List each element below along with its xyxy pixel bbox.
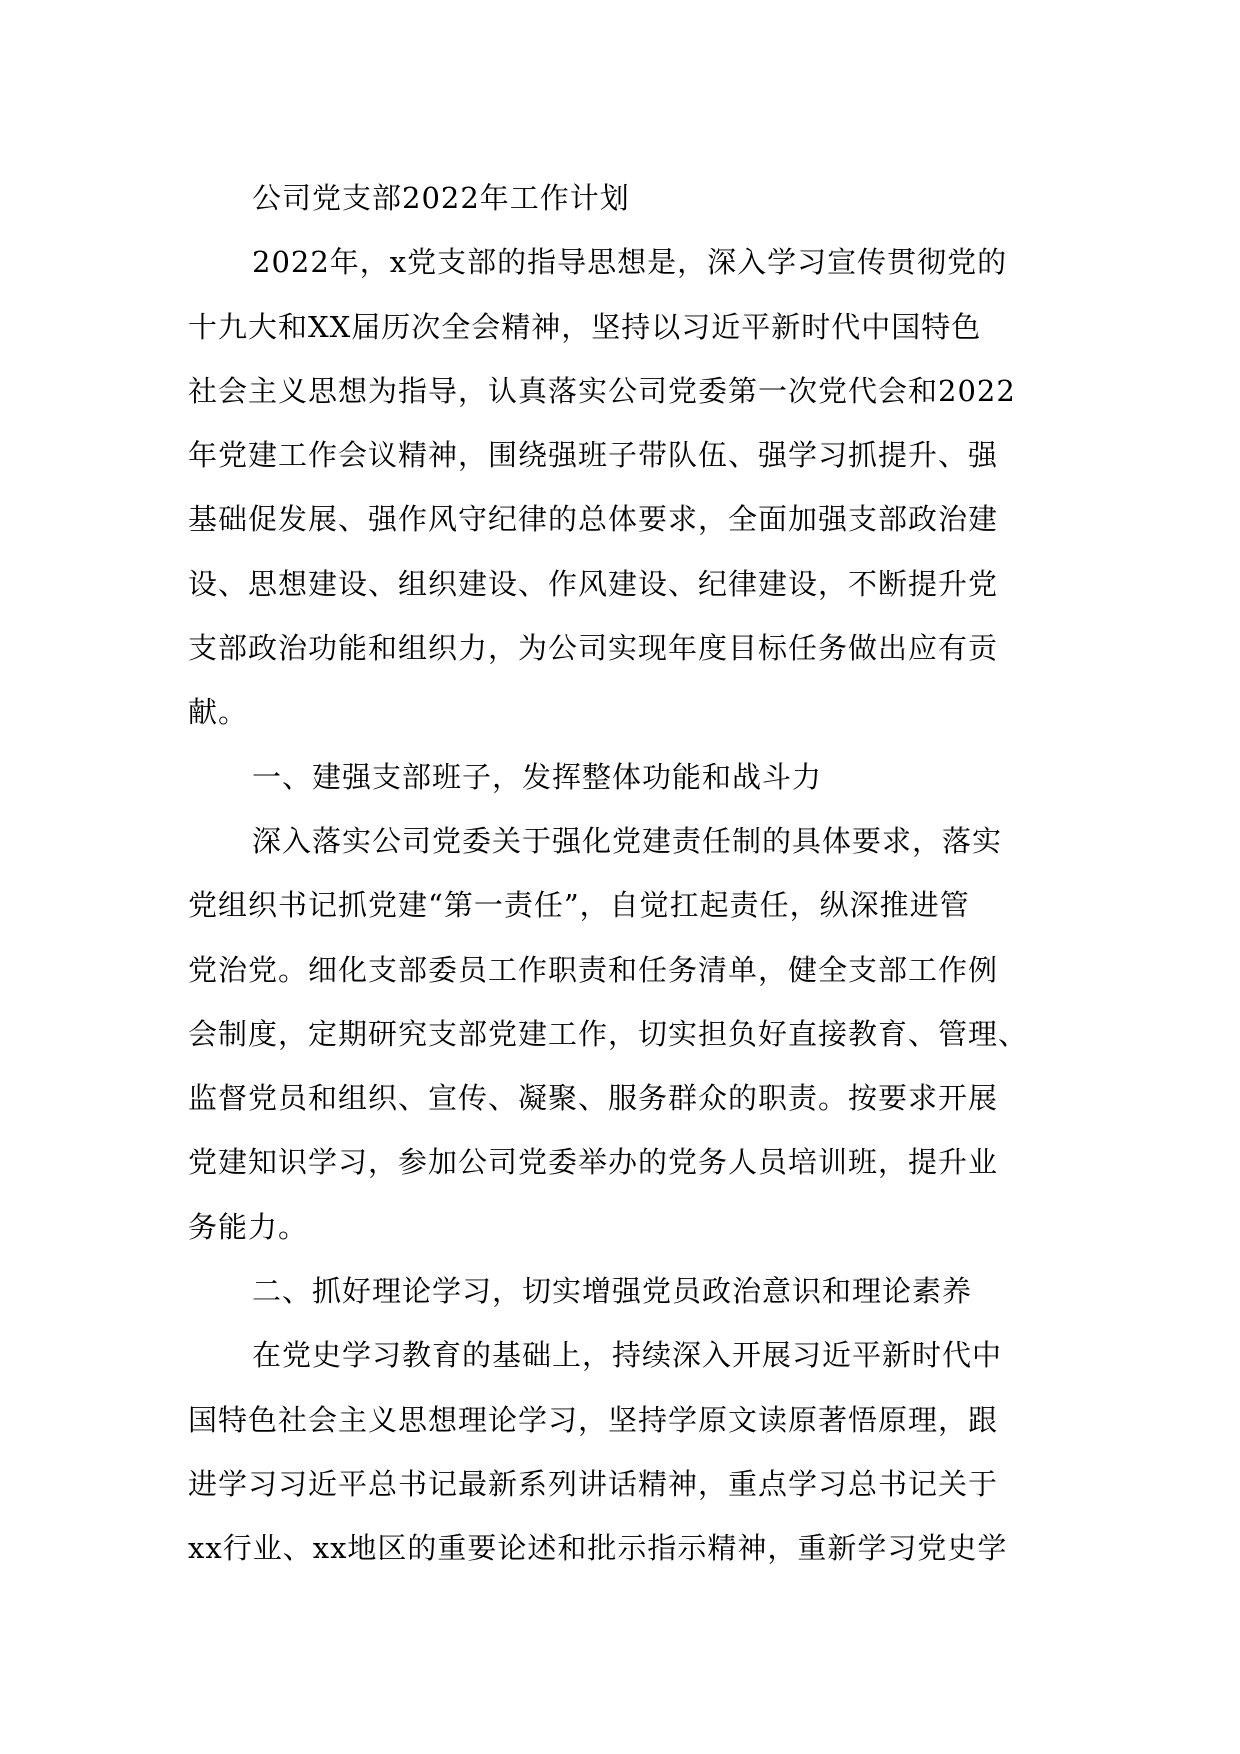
text-line: 基础促发展、强作风守纪律的总体要求，全面加强支部政治建 (188, 502, 999, 537)
text-line: 党治党。细化支部委员工作职责和任务清单，健全支部工作例 (188, 952, 999, 987)
text-line: 务能力。 (188, 1209, 309, 1244)
text-line: 在党史学习教育的基础上，持续深入开展习近平新时代中 (252, 1338, 1003, 1373)
text-line: 年党建工作会议精神，围绕强班子带队伍、强学习抓提升、强 (188, 438, 999, 473)
text-line: 支部政治功能和组织力，为公司实现年度目标任务做出应有贡 (188, 631, 999, 666)
text-line: 会制度，定期研究支部党建工作，切实担负好直接教育、管理、 (188, 1016, 1029, 1051)
section-heading-1: 一、建强支部班子，发挥整体功能和战斗力 (252, 759, 823, 794)
text-line: 2022年，x党支部的指导思想是，深入学习宣传贯彻党的 (252, 245, 1008, 280)
text-line: 国特色社会主义思想理论学习，坚持学原文读原著悟原理，跟 (188, 1402, 999, 1437)
text-line: 进学习习近平总书记最新系列讲话精神，重点学习总书记关于 (188, 1466, 999, 1501)
text-line: 深入落实公司党委关于强化党建责任制的具体要求，落实 (252, 823, 1003, 858)
text-line: 监督党员和组织、宣传、凝聚、服务群众的职责。按要求开展 (188, 1081, 999, 1116)
section-heading-2: 二、抓好理论学习，切实增强党员政治意识和理论素养 (252, 1274, 973, 1309)
text-line: 社会主义思想为指导，认真落实公司党委第一次党代会和2022 (188, 373, 1016, 408)
text-line: xx行业、xx地区的重要论述和批示指示精神，重新学习党史学 (188, 1531, 1008, 1566)
text-line: 党组织书记抓党建“第一责任”，自觉扛起责任，纵深推进管 (188, 888, 970, 923)
text-line: 设、思想建设、组织建设、作风建设、纪律建设，不断提升党 (188, 566, 999, 601)
document-body (188, 166, 1070, 1581)
text-line: 党建知识学习，参加公司党委举办的党务人员培训班，提升业 (188, 1145, 999, 1180)
text-line: 十九大和XX届历次全会精神，坚持以习近平新时代中国特色 (188, 309, 982, 344)
document-title: 公司党支部2022年工作计划 (252, 181, 630, 215)
text-line: 献。 (188, 695, 249, 730)
